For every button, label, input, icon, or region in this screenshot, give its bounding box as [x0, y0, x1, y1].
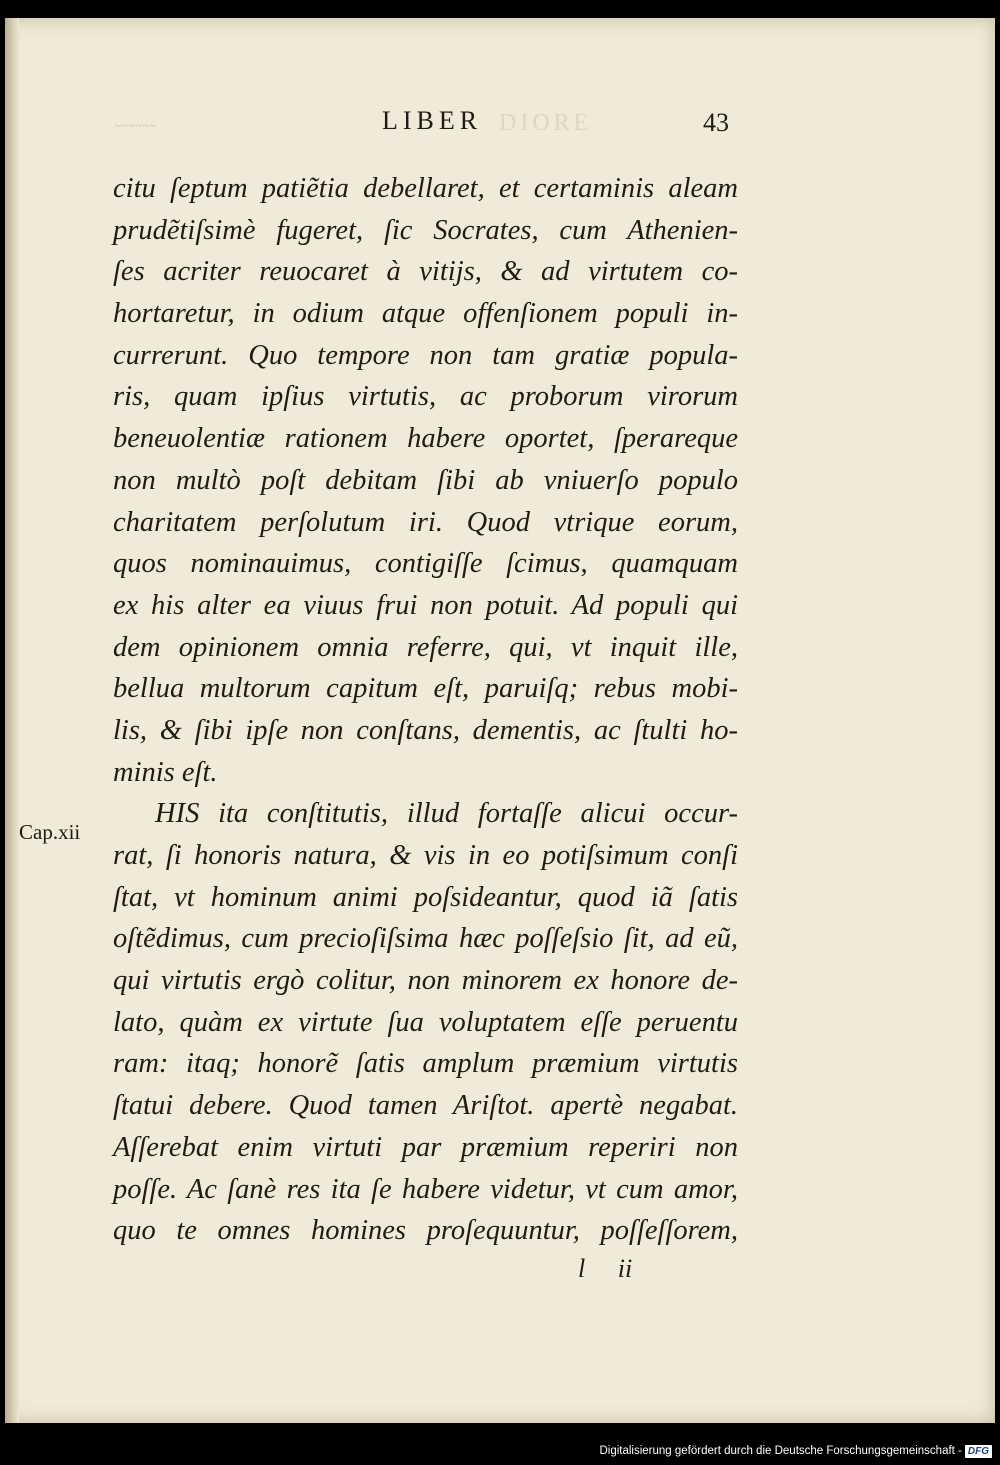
- text-line: quo te omnes homines proſequuntur, poſſeſſorem,: [113, 1215, 738, 1247]
- dfg-logo-icon[interactable]: DFG: [965, 1445, 992, 1458]
- bleed-through-left: ~~~~~~: [115, 120, 157, 132]
- text-line: ſes acriter reuocaret à vitijs, & ad virtutem co-: [113, 256, 738, 288]
- text-line: lato, quàm ex virtute ſua voluptatem eſſe peruentu: [113, 1006, 738, 1038]
- text-line: ſtat, vt hominum animi poſsideantur, quod iã ſatis: [113, 881, 738, 913]
- text-line: poſſe. Ac ſanè res ita ſe habere videtur, vt cum amor,: [113, 1173, 738, 1205]
- text-line: prudẽtiſsimè fugeret, ſic Socrates, cum Athenien-: [113, 214, 738, 246]
- text-line: Aſſerebat enim virtuti par præmium reperiri non: [113, 1131, 738, 1163]
- text-line: rat, ſi honoris natura, & vis in eo potiſsimum conſi: [113, 840, 738, 871]
- text-line: quos nominauimus, contigiſſe ſcimus, quamquam: [113, 548, 738, 580]
- text-line: ex his alter ea viuus frui non potuit. Ad populi qui: [113, 589, 738, 621]
- running-head: LIBER: [382, 106, 483, 135]
- text-line: minis eſt.: [113, 756, 218, 788]
- body-text: [113, 168, 738, 1252]
- text-line: qui virtutis ergò colitur, non minorem ex honore de-: [113, 965, 738, 997]
- page-gutter-shadow: [5, 18, 19, 1423]
- text-line: currerunt. Quo tempore non tam gratiæ popula-: [113, 339, 738, 371]
- book-page: [5, 18, 995, 1423]
- text-line: ram: itaq; honorẽ ſatis amplum præmium virtutis: [113, 1048, 738, 1080]
- marginal-note: Cap.xii: [19, 820, 81, 844]
- text-line: ris, quam ipſius virtutis, ac proborum virorum: [113, 381, 738, 413]
- text-line: oſtẽdimus, cum precioſiſsima hæc poſſeſsio ſit, ad eũ,: [113, 923, 738, 955]
- page-header: [5, 106, 995, 146]
- text-line: lis, & ſibi ipſe non conſtans, dementis, ac ſtulti ho-: [113, 714, 738, 746]
- signature-mark: l ii: [578, 1254, 633, 1283]
- text-line: citu ſeptum patiẽtia debellaret, et certaminis aleam: [113, 173, 738, 204]
- credit-text: Digitalisierung gefördert durch die Deutsche Forschungsgemeinschaft -: [599, 1445, 962, 1457]
- folio-number: 43: [703, 108, 729, 137]
- text-line: hortaretur, in odium atque offenſionem populi in-: [113, 298, 738, 330]
- digitization-credit: [599, 1441, 992, 1461]
- bleed-through-right: DIORE: [499, 110, 593, 136]
- text-line: charitatem perſolutum iri. Quod vtrique eorum,: [113, 506, 738, 538]
- text-line: non multò poſt debitam ſibi ab vniuerſo populo: [113, 464, 738, 496]
- text-line: HIS ita conſtitutis, illud fortaſſe alicui occur-: [155, 798, 738, 830]
- text-line: dem opinionem omnia referre, qui, vt inquit ille,: [113, 631, 738, 663]
- text-line: bellua multorum capitum eſt, paruiſq; rebus mobi-: [113, 673, 738, 705]
- text-line: beneuolentiæ rationem habere oportet, ſperareque: [113, 423, 738, 455]
- text-line: ſtatui debere. Quod tamen Ariſtot. apertè negabat.: [113, 1090, 738, 1122]
